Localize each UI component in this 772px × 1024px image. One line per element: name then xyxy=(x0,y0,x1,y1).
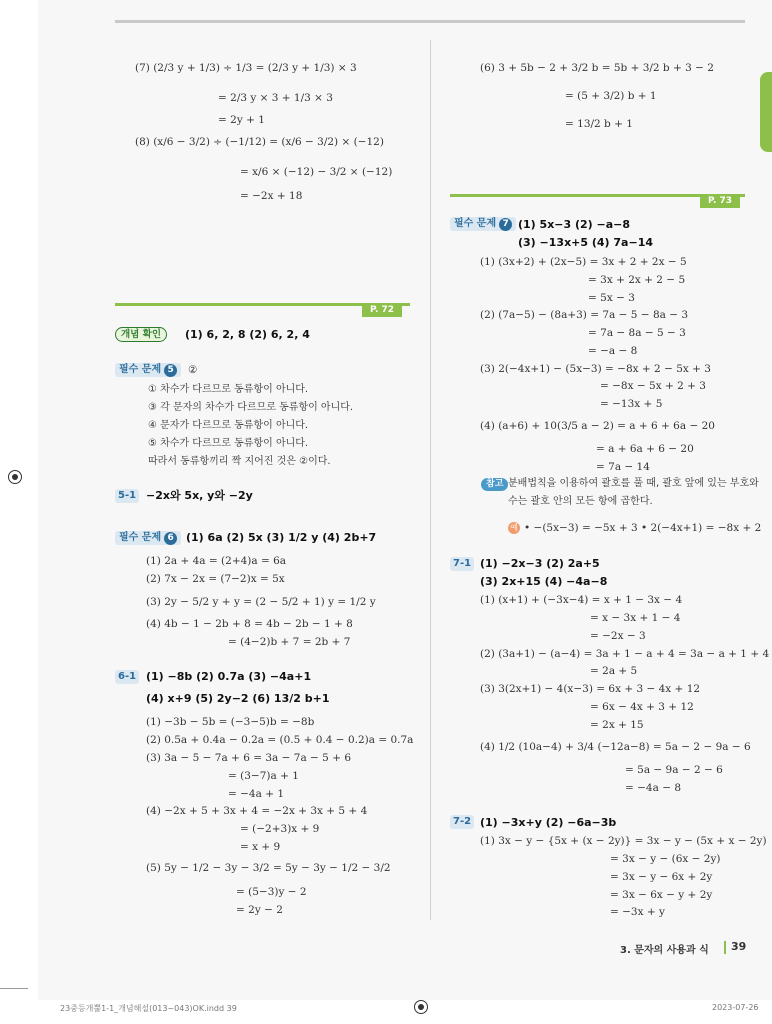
problem-7-line: = 7a − 8a − 5 − 3 xyxy=(588,327,686,339)
problem-6-tag xyxy=(115,531,181,545)
file-name: 23중등개뿔1-1_개념해설(013~043)OK.indd 39 xyxy=(60,1004,237,1013)
sub-6-1-line: = (3−7)a + 1 xyxy=(228,770,299,782)
problem-7-answers: (3) −13x+5 (4) 7a−14 xyxy=(518,236,653,249)
sub-7-1-line: = −2x − 3 xyxy=(590,630,646,642)
left-top-line: = x/6 × (−12) − 3/2 × (−12) xyxy=(240,166,393,178)
problem-7-line: (2) (7a−5) − (8a+3) = 7a − 5 − 8a − 3 xyxy=(480,309,689,321)
chapter-side-tab xyxy=(760,72,772,152)
problem-7-line: (3) 2(−4x+1) − (5x−3) = −8x + 2 − 5x + 3 xyxy=(480,363,711,375)
problem-6-line: (2) 7x − 2x = (7−2)x = 5x xyxy=(146,573,285,585)
sub-7-1-line: (3) 3(2x+1) − 4(x−3) = 6x + 3 − 4x + 12 xyxy=(480,683,701,695)
problem-7-tag xyxy=(450,217,516,231)
sub-7-1-line: = x − 3x + 1 − 4 xyxy=(590,612,681,624)
problem-tag-label: 필수 문제 xyxy=(119,364,162,375)
crop-mark xyxy=(0,988,28,989)
sub-7-1-line: (2) (3a+1) − (a−4) = 3a + 1 − a + 4 = 3a − a + 1 + 4 xyxy=(480,648,770,660)
sub-6-1-tag: 6-1 xyxy=(115,670,139,684)
note-tag: 참고 xyxy=(481,478,508,491)
problem-5-line: ⑤ 차수가 다르므로 동류항이 아니다. xyxy=(148,438,309,449)
left-top-line: (8) (x/6 − 3/2) ÷ (−1/12) = (x/6 − 3/2) × (−12) xyxy=(135,136,384,148)
sub-6-1-line: = x + 9 xyxy=(240,841,281,853)
problem-5-tag xyxy=(115,363,181,377)
sub-7-2-line: = −3x + y xyxy=(610,906,665,918)
sub-7-2-line: = 3x − y − 6x + 2y xyxy=(610,871,713,883)
sub-7-2-tag: 7-2 xyxy=(450,815,474,829)
sub-7-1-line: (1) (x+1) + (−3x−4) = x + 1 − 3x − 4 xyxy=(480,594,683,606)
sub-7-1-line: = −4a − 8 xyxy=(625,782,682,794)
problem-7-line: (1) (3x+2) + (2x−5) = 3x + 2 + 2x − 5 xyxy=(480,256,687,268)
sub-6-1-line: (4) −2x + 5 + 3x + 4 = −2x + 3x + 5 + 4 xyxy=(146,805,368,817)
problem-7-line: = 5x − 3 xyxy=(588,292,635,304)
sub-7-1-line: = 5a − 9a − 2 − 6 xyxy=(625,764,723,776)
sub-6-1-line: (1) −3b − 5b = (−3−5)b = −8b xyxy=(146,716,315,728)
sub-7-1-answers: (1) −2x−3 (2) 2a+5 xyxy=(480,557,600,570)
sub-6-1-line: = (5−3)y − 2 xyxy=(236,886,307,898)
sub-7-1-line: = 2x + 15 xyxy=(590,719,644,731)
concept-check-answers: (1) 6, 2, 8 (2) 6, 2, 4 xyxy=(185,328,310,341)
note-line: 수는 괄호 안의 모든 항에 곱한다. xyxy=(508,496,653,507)
sub-7-1-answers: (3) 2x+15 (4) −4a−8 xyxy=(480,575,608,588)
sub-5-1-answer: −2x와 5x, y와 −2y xyxy=(146,489,253,502)
sub-7-2-line: (1) 3x − y − {5x + (x − 2y)} = 3x − y − (5x + x − 2y) xyxy=(480,835,767,847)
left-top-line: (7) (2/3 y + 1/3) ÷ 1/3 = (2/3 y + 1/3) × 3 xyxy=(135,62,357,74)
problem-7-answers: (1) 5x−3 (2) −a−8 xyxy=(518,218,631,231)
problem-5-line: ③ 각 문자의 차수가 다르므로 동류항이 아니다. xyxy=(148,402,354,413)
problem-7-line: = −a − 8 xyxy=(588,345,638,357)
registration-mark xyxy=(8,470,22,484)
problem-7-line: = 3x + 2x + 2 − 5 xyxy=(588,274,686,286)
right-top-line: = 13/2 b + 1 xyxy=(565,118,633,130)
problem-number: 7 xyxy=(499,218,512,231)
problem-7-line: = a + 6a + 6 − 20 xyxy=(596,443,694,455)
problem-6-line: = (4−2)b + 7 = 2b + 7 xyxy=(228,636,351,648)
sub-7-1-line: (4) 1/2 (10a−4) + 3/4 (−12a−8) = 5a − 2 − 9a − 6 xyxy=(480,741,751,753)
problem-5-line: 따라서 동류항끼리 짝 지어진 것은 ②이다. xyxy=(148,456,331,467)
note-line: 분배법칙을 이용하여 괄호를 풀 때, 괄호 앞에 있는 부호와 xyxy=(508,478,759,489)
problem-6-answers: (1) 6a (2) 5x (3) 1/2 y (4) 2b+7 xyxy=(186,531,377,544)
sub-6-1-line: (5) 5y − 1/2 − 3y − 3/2 = 5y − 3y − 1/2 − 3/2 xyxy=(146,862,391,874)
problem-7-line: (4) (a+6) + 10(3/5 a − 2) = a + 6 + 6a − 20 xyxy=(480,420,715,432)
sub-6-1-line: (2) 0.5a + 0.4a − 0.2a = (0.5 + 0.4 − 0.2)a = 0.7a xyxy=(146,734,414,746)
problem-7-line: = −13x + 5 xyxy=(600,398,663,410)
problem-6-line: (4) 4b − 1 − 2b + 8 = 4b − 2b − 1 + 8 xyxy=(146,618,353,630)
sub-6-1-line: = −4a + 1 xyxy=(228,788,285,800)
problem-5-answer: ② xyxy=(188,364,198,376)
sub-7-1-line: = 2a + 5 xyxy=(590,665,638,677)
sub-7-1-line: = 6x − 4x + 3 + 12 xyxy=(590,701,694,713)
sub-6-1-answers: (1) −8b (2) 0.7a (3) −4a+1 xyxy=(146,670,312,683)
sub-6-1-line: = (−2+3)x + 9 xyxy=(240,823,320,835)
sub-7-2-line: = 3x − 6x − y + 2y xyxy=(610,889,713,901)
column-divider xyxy=(430,40,431,920)
sub-6-1-line: = 2y − 2 xyxy=(236,904,283,916)
footer-divider xyxy=(724,941,726,954)
registration-mark xyxy=(414,1000,428,1014)
concept-check-tag: 개념 확인 xyxy=(115,327,167,342)
problem-7-line: = −8x − 5x + 2 + 3 xyxy=(600,380,706,392)
problem-5-line: ① 차수가 다르므로 동류항이 아니다. xyxy=(148,384,309,395)
example-text: • −(5x−3) = −5x + 3 • 2(−4x+1) = −8x + 2 xyxy=(524,522,762,534)
problem-tag-label: 필수 문제 xyxy=(454,218,497,229)
sub-6-1-line: (3) 3a − 5 − 7a + 6 = 3a − 7a − 5 + 6 xyxy=(146,752,352,764)
problem-tag-label: 필수 문제 xyxy=(119,532,162,543)
problem-7-line: = 7a − 14 xyxy=(596,461,650,473)
example-tag: 예 xyxy=(508,522,520,534)
right-top-line: = (5 + 3/2) b + 1 xyxy=(565,90,657,102)
top-rule xyxy=(115,20,745,23)
sub-6-1-answers: (4) x+9 (5) 2y−2 (6) 13/2 b+1 xyxy=(146,692,330,705)
sub-7-1-tag: 7-1 xyxy=(450,557,474,571)
problem-number: 5 xyxy=(164,364,177,377)
right-top-line: (6) 3 + 5b − 2 + 3/2 b = 5b + 3/2 b + 3 − 2 xyxy=(480,62,714,74)
sub-7-2-line: = 3x − y − (6x − 2y) xyxy=(610,853,721,865)
sub-7-2-answers: (1) −3x+y (2) −6a−3b xyxy=(480,816,617,829)
left-top-line: = 2y + 1 xyxy=(218,114,265,126)
left-top-line: = 2/3 y × 3 + 1/3 × 3 xyxy=(218,92,333,104)
print-date: 2023-07-26 xyxy=(712,1003,759,1012)
problem-number: 6 xyxy=(164,532,177,545)
sub-5-1-tag: 5-1 xyxy=(115,489,139,503)
problem-6-line: (1) 2a + 4a = (2+4)a = 6a xyxy=(146,555,287,567)
left-top-line: = −2x + 18 xyxy=(240,190,303,202)
problem-6-line: (3) 2y − 5/2 y + y = (2 − 5/2 + 1) y = 1/2 y xyxy=(146,596,376,608)
page-ref-p72: P. 72 xyxy=(362,303,402,317)
chapter-title: 3. 문자의 사용과 식 xyxy=(620,945,709,956)
problem-5-line: ④ 문자가 다르므로 동류항이 아니다. xyxy=(148,420,309,431)
page-ref-p73: P. 73 xyxy=(700,194,740,208)
page-number: 39 xyxy=(731,940,747,953)
